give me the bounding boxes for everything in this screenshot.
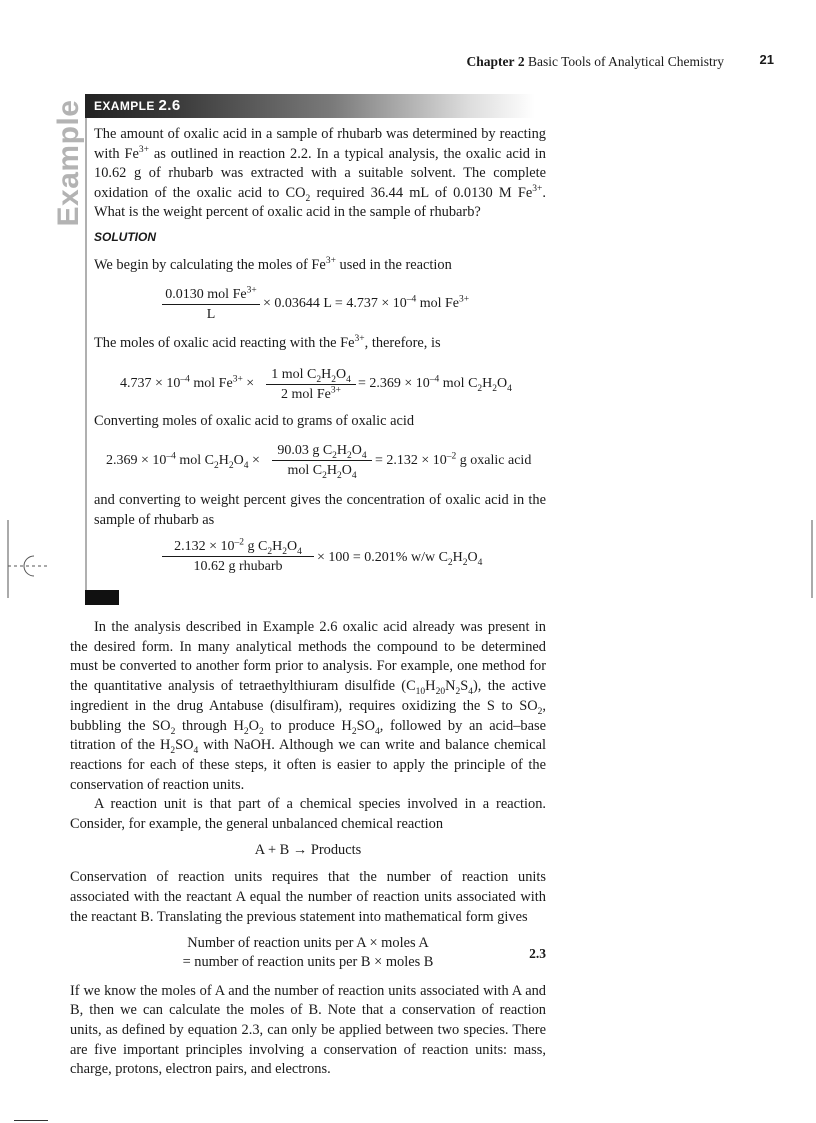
eq3-lhs: $2.369 \times 10^{-4}$ mol $C_2H_2O_4$ × xyxy=(106,451,260,471)
eq4-rhs: × 100 = 0.201% w/w $C_2H_2O_4$ xyxy=(317,550,483,568)
crop-mark-line xyxy=(14,1120,48,1121)
solution-label: SOLUTION xyxy=(94,230,156,244)
eq2-rhs: = $2.369 \times 10^{-4}$ mol $C_2H_2O_4$ xyxy=(358,374,512,394)
eq1-result: × 0.03644 $L = 4.737 \times 10^{-4}$ mol $Fe^{3+}$ xyxy=(263,294,470,311)
example-title-bar xyxy=(85,94,535,118)
crop-mark-icon xyxy=(808,520,816,600)
solution-step-1: We begin by calculating the moles of $Fe^{3+}$ used in the reaction xyxy=(94,256,452,273)
reaction-equation: A + B → Products xyxy=(254,841,362,858)
equation-line-1: Number of reaction units per A × moles A xyxy=(187,934,429,951)
eq3-fraction: 90.03 g $C_2H_2O_4$ mol $C_2H_2O_4$ xyxy=(272,443,372,479)
body-text xyxy=(70,618,546,1080)
running-header xyxy=(0,52,816,72)
equation-number: 2.3 xyxy=(529,945,546,961)
equation-line-2: = number of reaction units per B × moles B xyxy=(182,953,434,970)
registration-mark-icon xyxy=(0,520,52,600)
chapter-label: Chapter 2 Basic Tools of Analytical Chemistry xyxy=(466,54,724,69)
example-end-marker xyxy=(85,590,119,605)
equation-2-3 xyxy=(70,934,546,976)
solution-step-4: and converting to weight percent gives the concentration of oxalic acid in the sample of rhubarb as xyxy=(94,492,546,528)
paragraph-1: In the analysis described in Example 2.6 oxalic acid already was present in the desired form. In many analytical methods the compound to be determined must be converted to another form prior to analysis. For example, one method for the quantitative analysis of tetraethylthiuram disulfide $(C_{10}H_{20}N_2S_4)$, the active ingredient in the drug Antabuse (disulfiram), requires oxidizing the S to $SO_2$, bubbling the $SO_2$ through $H_2O_2$ to produce $H_2SO_4$, followed by an acid–base titration of the $H_2SO_4$ with NaOH. Although we can write and balance chemical reactions for each of these steps, it often is easier to apply the principle of the conservation of reaction units. xyxy=(70,619,546,793)
paragraph-4: If we know the moles of A and the number of reaction units associated with A and B, then we can calculate the moles of B. Note that a conservation of reaction units, as defined by equation 2.3, can only be applied between two species. There are five important principles involving a conservation of reaction units: mass, charge, protons, electron pairs, and electrons. xyxy=(70,982,546,1078)
example-title: EXAMPLE 2.6 xyxy=(94,97,181,114)
example-side-tab: Example xyxy=(52,99,85,227)
solution-step-3: Converting moles of oxalic acid to grams of oxalic acid xyxy=(94,413,415,429)
eq4-fraction: $2.132 \times 10^{-2}$ g $C_2H_2O_4$ 10.62 g rhubarb xyxy=(162,539,314,575)
solution-step-2: The moles of oxalic acid reacting with the $Fe^{3+}$, therefore, is xyxy=(94,334,441,351)
eq2-fraction: 1 mol $C_2H_2O_4$ 2 mol $Fe^{3+}$ xyxy=(266,367,356,403)
problem-text: The amount of oxalic acid in a sample of rhubarb was determined by reacting with $Fe^{3+}$ as outlined in reaction 2.2. In a typical analysis, the oxalic acid in 10.62 g of rhubarb was extracted with a suitable solvent. The complete oxidation of the oxalic acid to $CO_2$ required 36.44 mL of 0.0130 M $Fe^{3+}$. What is the weight percent of oxalic acid in the sample of rhubarb? xyxy=(94,126,547,220)
example-left-rule xyxy=(85,118,87,590)
eq2-lhs: $4.737 \times 10^{-4}$ mol $Fe^{3+}$ × xyxy=(120,374,255,391)
eq1-fraction: 0.0130 mol $Fe^{3+}$ L xyxy=(162,287,260,323)
example-problem xyxy=(94,125,546,223)
paragraph-2: A reaction unit is that part of a chemical species involved in a reaction. Consider, for example, the general unbalanced chemical reaction xyxy=(70,796,546,833)
eq3-rhs: = $2.132 \times 10^{-2}$ g oxalic acid xyxy=(375,451,532,468)
paragraph-3: Conservation of reaction units requires that the number of reaction units associated with the reactant A equal the number of reaction units associated with the reactant B. Translating the previous statement into mathematical form gives xyxy=(70,869,546,925)
page-number: 21 xyxy=(759,52,774,67)
